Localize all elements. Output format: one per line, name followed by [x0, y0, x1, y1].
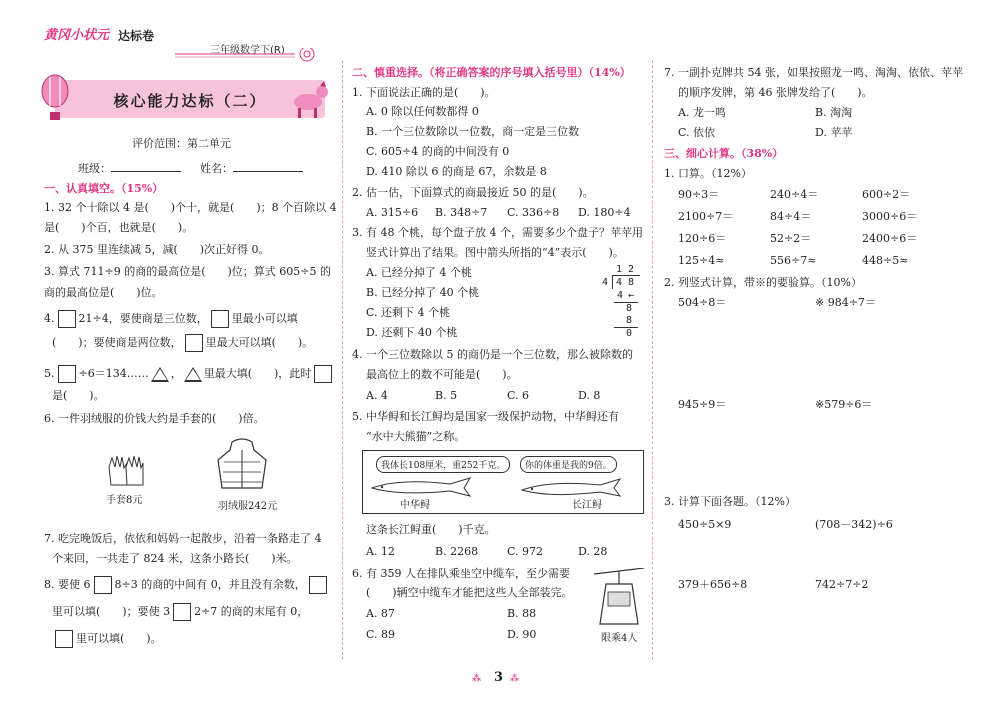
fish-1-label: 中华鲟	[400, 500, 430, 511]
oral-item[interactable]: 240÷4＝	[770, 188, 819, 201]
header-underline-decoration	[175, 48, 320, 62]
vertical-calc-heading: 2. 列竖式计算，带※的要验算。（10%）	[664, 276, 862, 289]
class-blank[interactable]	[111, 161, 181, 172]
q3-line-1: 3. 算式 711÷9 的商的最高位是( )位；算式 605÷5 的	[44, 265, 331, 278]
q5-text-1: ÷6＝134……	[78, 367, 149, 380]
page-number: 3	[494, 670, 504, 685]
brand-logo: 黄冈小状元	[44, 28, 110, 43]
q4-blank-box-1[interactable]	[58, 310, 76, 328]
q4-text-2: 里最小可以填	[231, 312, 298, 325]
glove-caption: 手套8元	[106, 495, 143, 506]
q8-blank-box-4[interactable]	[55, 630, 73, 648]
ld-remainder-2: 0	[626, 328, 633, 339]
oral-item[interactable]: 84÷4＝	[770, 210, 812, 223]
speech-bubble-2: 你的体重是我的9倍。	[520, 456, 617, 473]
q8-text-4: 2÷7 的商的末尾有 0，	[194, 605, 309, 618]
q8-blank-box-3[interactable]	[173, 603, 191, 621]
m5-option-a[interactable]: A. 12	[366, 545, 395, 558]
q7-line-2: 个来回，一共走了 824 米，这条小路长( )米。	[52, 552, 298, 565]
q7-line-1: 7. 吃完晚饭后，依依和妈妈一起散步，沿着一条路走了 4	[44, 532, 322, 545]
q8-text-1: 8. 要使 6	[44, 578, 91, 591]
oral-item[interactable]: 90÷3＝	[678, 188, 720, 201]
glove-icon	[105, 453, 145, 489]
name-label: 姓名：	[200, 162, 233, 175]
m1-option-c[interactable]: C. 605÷4 的商的中间没有 0	[366, 145, 510, 158]
long-division	[600, 264, 644, 340]
ld-bracket-side	[612, 275, 613, 289]
m6-option-d[interactable]: D. 90	[507, 628, 537, 641]
m4-line-2: 最高位上的数不可能是( )。	[366, 368, 518, 381]
ld-step-1: 4	[617, 290, 624, 301]
m5-line-2: “水中大熊猫”之称。	[366, 430, 466, 443]
speech-bubble-1: 我体长108厘米，重252千克。	[376, 456, 510, 473]
triangle-icon	[184, 367, 202, 382]
oral-item[interactable]: 2100÷7＝	[678, 210, 734, 223]
ld-bracket	[612, 275, 640, 276]
m5-option-c[interactable]: C. 972	[507, 545, 544, 558]
m4-option-a[interactable]: A. 4	[366, 389, 388, 402]
section-3-heading: 三、细心计算。（38%）	[664, 147, 784, 160]
q5-number: 5.	[44, 367, 55, 380]
m6-line-2: ( )辆空中缆车才能把这些人全部装完。	[366, 586, 573, 599]
q4-text-4: 里最大可以填( )。	[205, 336, 314, 349]
column-divider-2	[652, 60, 653, 660]
mixed-calc-item[interactable]: 379＋656÷8	[678, 578, 748, 591]
m4-option-b[interactable]: B. 5	[435, 389, 458, 402]
m2-option-b[interactable]: B. 348÷7	[435, 206, 488, 219]
page-title: 核心能力达标（二）	[113, 92, 267, 110]
m3-option-d[interactable]: D. 还剩下 40 个桃	[366, 326, 458, 339]
oral-item[interactable]: 120÷6＝	[678, 232, 727, 245]
chinese-sturgeon-icon	[370, 476, 480, 498]
class-label: 班级：	[78, 162, 111, 175]
m1-option-d[interactable]: D. 410 除以 6 的商是 67，余数是 8	[366, 165, 547, 178]
coat-caption: 羽绒服242元	[218, 501, 278, 512]
q4-text-3: ( )；要使商是两位数，	[52, 336, 182, 349]
m5-line-1: 5. 中华鲟和长江鲟均是国家一级保护动物，中华鲟还有	[352, 410, 619, 423]
mixed-calc-item[interactable]: 450÷5×9	[678, 518, 732, 531]
m4-option-d[interactable]: D. 8	[578, 389, 601, 402]
m6-option-a[interactable]: A. 87	[366, 607, 395, 620]
q8-line-1	[44, 576, 330, 594]
q2: 2. 从 375 里连续减 5，减( )次正好得 0。	[44, 243, 270, 256]
m6-line-1: 6. 有 359 人在排队乘坐空中缆车，至少需要	[352, 567, 570, 580]
arrow-left-icon: ←	[628, 290, 635, 301]
m3-option-b[interactable]: B. 已经分掉了 40 个桃	[366, 286, 480, 299]
vertical-calc-item[interactable]: ※579÷6＝	[815, 398, 873, 411]
grade-tag: 三年级数学下(R)	[210, 45, 285, 56]
q4-blank-box-3[interactable]	[185, 334, 203, 352]
section-1-heading: 一、认真填空。（15%）	[44, 182, 164, 195]
ld-dividend: 4 8	[616, 277, 635, 288]
oral-item[interactable]: 600÷2＝	[862, 188, 911, 201]
q8-text-2: 8÷3 的商的中间有 0，并且没有余数，	[114, 578, 306, 591]
r7-line-2: 的顺序发牌，第 46 张牌发给了( )。	[678, 86, 873, 99]
q5-line-2: 是( )。	[52, 389, 105, 402]
q8-line-3	[52, 630, 162, 648]
q4-text-1: 21÷4，要使商是三位数，	[78, 312, 208, 325]
oral-item[interactable]: 2400÷6＝	[862, 232, 918, 245]
oral-item[interactable]: 3000÷6＝	[862, 210, 918, 223]
m2: 2. 估一估，下面算式的商最接近 50 的是( )。	[352, 186, 594, 199]
q8-blank-box-1[interactable]	[94, 576, 112, 594]
q4-line-1	[44, 310, 298, 328]
q4-line-2	[52, 334, 313, 352]
m2-option-a[interactable]: A. 315÷6	[366, 206, 419, 219]
q8-line-2	[52, 603, 308, 621]
coat-icon	[216, 438, 268, 494]
m5-option-d[interactable]: D. 28	[578, 545, 608, 558]
r7-option-b[interactable]: B. 淘淘	[815, 106, 853, 119]
m1-option-a[interactable]: A. 0 除以任何数都得 0	[366, 105, 479, 118]
ld-quotient: 1 2	[616, 264, 635, 275]
footer-decoration-left: ⁂	[472, 674, 481, 684]
vertical-calc-item[interactable]: ※ 984÷7＝	[815, 296, 876, 309]
q4-blank-box-2[interactable]	[211, 310, 229, 328]
evaluation-scope: 评价范围：第二单元	[132, 137, 231, 150]
m5-question: 这条长江鲟重( )千克。	[366, 523, 496, 536]
r7-option-a[interactable]: A. 龙一鸣	[678, 106, 726, 119]
ld-remainder-1: 8	[626, 303, 633, 314]
q8-text-3: 里可以填( )；要使 3	[52, 605, 171, 618]
m6-option-c[interactable]: C. 89	[366, 628, 396, 641]
q5-text-2: ，	[170, 367, 182, 380]
oral-item[interactable]: 52÷2＝	[770, 232, 812, 245]
q8-text-5: 里可以填( )。	[76, 632, 162, 645]
r7-option-d[interactable]: D. 苹苹	[815, 126, 853, 139]
m1-option-b[interactable]: B. 一个三位数除以一位数，商一定是三位数	[366, 125, 580, 138]
pony-icon	[286, 80, 332, 122]
q8-blank-box-2[interactable]	[309, 576, 327, 594]
m5-option-b[interactable]: B. 2268	[435, 545, 479, 558]
mixed-calc-item[interactable]: (708－342)÷6	[815, 518, 893, 531]
name-blank[interactable]	[233, 161, 303, 172]
title-banner	[55, 80, 325, 118]
vertical-calc-item[interactable]: 945÷9＝	[678, 398, 727, 411]
section-2-heading: 二、慎重选择。（将正确答案的序号填入括号里）（14%）	[352, 66, 631, 79]
ld-step-2: 8	[626, 315, 633, 326]
q5-line-1	[44, 365, 335, 383]
q5-text-3: 里最大填( )，此时	[203, 367, 312, 380]
q6: 6. 一件羽绒服的价钱大约是手套的( )倍。	[44, 412, 265, 425]
mixed-calc-item[interactable]: 742÷7÷2	[815, 578, 869, 591]
q5-blank-box[interactable]	[58, 365, 76, 383]
m3-line-1: 3. 有 48 个桃，每个盘子放 4 个，需要多少个盘子？苹苹用	[352, 226, 643, 239]
q1-line-1: 1. 32 个十除以 4 是( )个十，就是( )；8 个百除以 4	[44, 201, 337, 214]
m1: 1. 下面说法正确的是( )。	[352, 86, 496, 99]
m2-option-c[interactable]: C. 336÷8	[507, 206, 560, 219]
m3-option-c[interactable]: C. 还剩下 4 个桃	[366, 306, 451, 319]
q1-line-2: 是( )个百，也就是( )。	[44, 221, 194, 234]
column-divider-1	[342, 60, 343, 660]
m4-option-c[interactable]: C. 6	[507, 389, 530, 402]
q5-blank-box-2[interactable]	[314, 365, 332, 383]
vertical-calc-item[interactable]: 504÷8＝	[678, 296, 727, 309]
series-title: 达标卷	[118, 29, 155, 43]
name-field[interactable]	[200, 161, 303, 176]
oral-item[interactable]: 556÷7≈	[770, 254, 817, 267]
mixed-calc-heading: 3. 计算下面各题。（12%）	[664, 495, 796, 508]
q4-number: 4.	[44, 312, 55, 325]
balloon-icon	[40, 74, 70, 124]
r7-option-c[interactable]: C. 依依	[678, 126, 716, 139]
q3-line-2: 商的最高位是( )位。	[44, 286, 163, 299]
oral-item[interactable]: 125÷4≈	[678, 254, 725, 267]
oral-item[interactable]: 448÷5≈	[862, 254, 909, 267]
m2-option-d[interactable]: D. 180÷4	[578, 206, 631, 219]
class-field[interactable]	[78, 161, 181, 176]
r7-line-1: 7. 一副扑克牌共 54 张，如果按照龙一鸣、淘淘、依依、苹苹	[664, 66, 963, 79]
cable-car-caption: 限乘4人	[601, 633, 638, 644]
m3-line-2: 竖式计算出了结果。图中箭头所指的“4”表示( )。	[366, 246, 624, 259]
m6-option-b[interactable]: B. 88	[507, 607, 537, 620]
triangle-icon[interactable]	[151, 367, 169, 382]
fish-2-label: 长江鲟	[572, 500, 602, 511]
m4-line-1: 4. 一个三位数除以 5 的商仍是一个三位数，那么被除数的	[352, 348, 633, 361]
yangtze-sturgeon-icon	[520, 476, 630, 498]
m3-option-a[interactable]: A. 已经分掉了 4 个桃	[366, 266, 472, 279]
cable-car-icon	[594, 568, 644, 634]
footer-decoration-right: ⁂	[510, 674, 519, 684]
ld-divisor: 4	[602, 277, 609, 288]
oral-calc-heading: 1. 口算。（12%）	[664, 167, 752, 180]
